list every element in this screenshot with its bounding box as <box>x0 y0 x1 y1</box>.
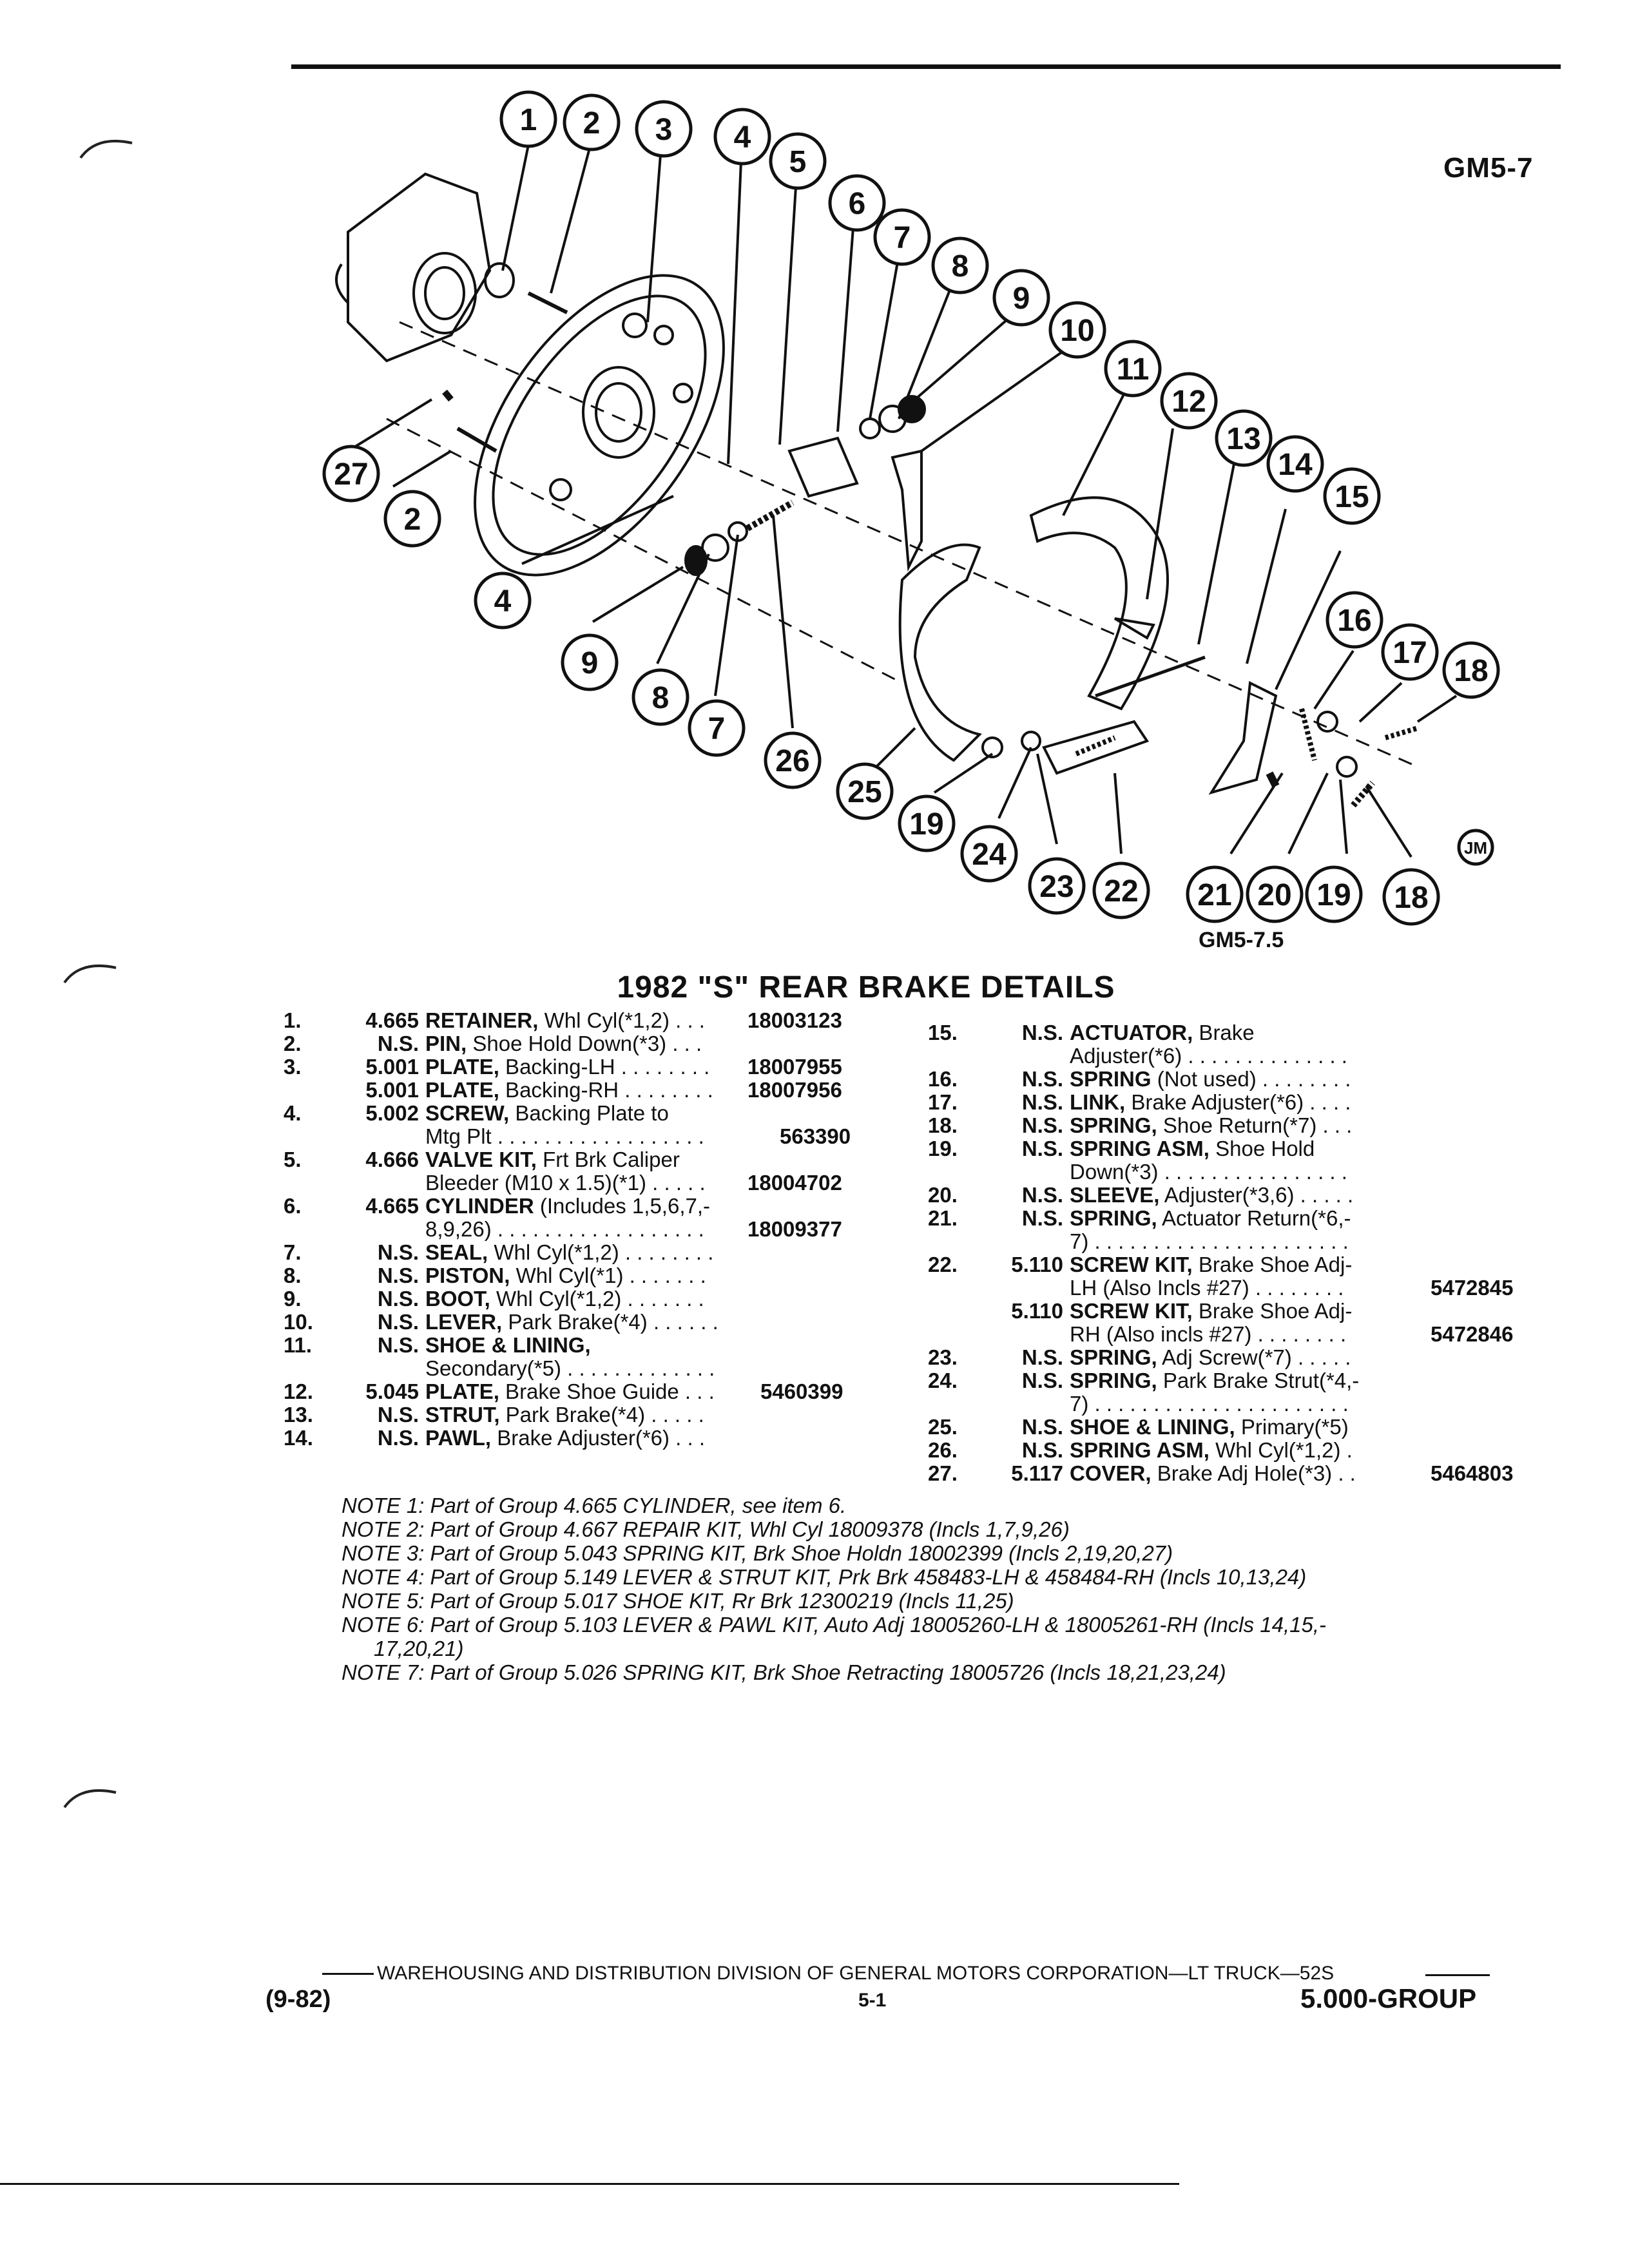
callout-label: 11 <box>1116 352 1150 387</box>
list-item: 24. N.S. SPRING, Park Brake Strut(*4,- <box>928 1369 1360 1392</box>
list-item: Down(*3) . . . . . . . . . . . . . . . . <box>1070 1160 1347 1184</box>
note-6-continued: 17,20,21) <box>374 1637 464 1660</box>
list-item: 8. N.S. PISTON, Whl Cyl(*1) . . . . . . . <box>284 1264 706 1287</box>
list-item: 25. N.S. SHOE & LINING, Primary(*5) <box>928 1415 1349 1439</box>
callout-label: 18 <box>1454 654 1489 688</box>
note-1: NOTE 1: Part of Group 4.665 CYLINDER, see item 6. <box>342 1494 847 1517</box>
callout-label: 24 <box>972 838 1007 872</box>
callout-label: 12 <box>1171 385 1206 419</box>
callout-label: 26 <box>775 744 810 778</box>
callout-label: 19 <box>1316 878 1351 912</box>
list-item: 8,9,26) . . . . . . . . . . . . . . . . . . 18009377 <box>425 1217 842 1241</box>
list-item: 15. N.S. ACTUATOR, Brake <box>928 1021 1255 1044</box>
callout-circles <box>324 92 1498 924</box>
list-item: LH (Also Incls #27) . . . . . . . . 5472845 <box>1070 1276 1514 1300</box>
callout-label: 9 <box>581 646 599 680</box>
callout-label: 8 <box>951 249 969 284</box>
list-item: 5.110 SCREW KIT, Brake Shoe Adj- <box>1011 1299 1353 1323</box>
artist-mark: JM <box>1463 838 1488 858</box>
callout-label: 21 <box>1197 878 1232 912</box>
note-4: NOTE 4: Part of Group 5.149 LEVER & STRUT KIT, Prk Brk 458483-LH & 458484-RH (Incls 10,13,24) <box>342 1565 1307 1589</box>
wheel-cylinder <box>789 438 857 496</box>
notes <box>342 1494 1326 1684</box>
callout-label: 20 <box>1257 878 1292 912</box>
callout-label: 13 <box>1226 422 1261 456</box>
callout-label: 3 <box>655 113 673 147</box>
list-item: Mtg Plt . . . . . . . . . . . . . . . . . . 563390 <box>425 1124 851 1148</box>
callout-label: 18 <box>1394 881 1429 915</box>
list-item: 5.001 PLATE, Backing-RH . . . . . . . . 18007956 <box>365 1078 842 1102</box>
primary-shoe <box>900 545 979 760</box>
callout-label: 4 <box>733 120 751 155</box>
page-number: 5-1 <box>858 1990 887 2011</box>
callout-label: 4 <box>494 584 512 619</box>
parts-list-right <box>928 1021 1547 1485</box>
list-item: 3. 5.001 PLATE, Backing-LH . . . . . . . . 18007955 <box>284 1055 842 1079</box>
list-item: 11. N.S. SHOE & LINING, <box>284 1333 591 1357</box>
callout-label: 2 <box>403 503 421 537</box>
list-item: Adjuster(*6) . . . . . . . . . . . . . . <box>1070 1044 1347 1068</box>
list-item: 27. 5.117 COVER, Brake Adj Hole(*3) . . 5464803 <box>928 1461 1514 1485</box>
group-number: 5.000-GROUP <box>1300 1983 1477 2013</box>
callout-label: 15 <box>1335 480 1369 514</box>
callout-label: 22 <box>1104 874 1139 908</box>
parts-list-left <box>284 1009 889 1450</box>
note-5: NOTE 5: Part of Group 5.017 SHOE KIT, Rr Brk 12300219 (Incls 11,25) <box>342 1589 1014 1613</box>
page-code: GM5-7 <box>1443 152 1534 184</box>
footer-rule-left <box>322 1973 374 1975</box>
list-item: 21. N.S. SPRING, Actuator Return(*6,- <box>928 1206 1351 1230</box>
callout-label: 8 <box>651 681 670 715</box>
list-item: 12. 5.045 PLATE, Brake Shoe Guide . . . 5460399 <box>284 1379 843 1403</box>
note-2: NOTE 2: Part of Group 4.667 REPAIR KIT, Whl Cyl 18009378 (Incls 1,7,9,26) <box>342 1517 1070 1541</box>
margin-mark <box>61 1778 119 1817</box>
list-item: 14. N.S. PAWL, Brake Adjuster(*6) . . . <box>284 1426 706 1450</box>
note-7: NOTE 7: Part of Group 5.026 SPRING KIT, Brk Shoe Retracting 18005726 (Incls 18,21,23,24) <box>342 1660 1226 1684</box>
callout-label: 6 <box>848 187 866 221</box>
list-item: 4. 5.002 SCREW, Backing Plate to <box>284 1101 669 1125</box>
list-item: 18. N.S. SPRING, Shoe Return(*7) . . . <box>928 1113 1353 1137</box>
callout-label: 17 <box>1393 636 1427 670</box>
callout-label: 14 <box>1278 448 1313 482</box>
list-item: 7) . . . . . . . . . . . . . . . . . . . . . . <box>1070 1229 1349 1253</box>
list-item: 20. N.S. SLEEVE, Adjuster(*3,6) . . . . . <box>928 1183 1354 1207</box>
callout-label: 10 <box>1060 314 1095 348</box>
footer-text: WAREHOUSING AND DISTRIBUTION DIVISION OF GENERAL MOTORS CORPORATION—LT TRUCK—52S <box>377 1963 1335 1984</box>
callout-label: 27 <box>334 457 369 492</box>
callout-label: 2 <box>583 106 601 140</box>
list-item: 7. N.S. SEAL, Whl Cyl(*1,2) . . . . . . . . <box>284 1240 714 1264</box>
list-item: 17. N.S. LINK, Brake Adjuster(*6) . . . . <box>928 1090 1351 1114</box>
list-item: 7) . . . . . . . . . . . . . . . . . . . . . . <box>1070 1392 1349 1416</box>
callout-label: 7 <box>708 712 726 746</box>
brake-exploded-diagram <box>0 0 1629 966</box>
callout-label: 16 <box>1337 604 1372 638</box>
footer-rule-right <box>1425 1974 1490 1976</box>
list-item: 13. N.S. STRUT, Park Brake(*4) . . . . . <box>284 1403 704 1427</box>
revision-date: (9-82) <box>265 1986 331 2013</box>
callout-label: 1 <box>519 103 537 137</box>
list-item: 19. N.S. SPRING ASM, Shoe Hold <box>928 1137 1315 1160</box>
list-item: 2. N.S. PIN, Shoe Hold Down(*3) . . . <box>284 1032 702 1055</box>
callout-label: 5 <box>789 145 807 179</box>
list-item: Bleeder (M10 x 1.5)(*1) . . . . . 18004702 <box>425 1171 842 1195</box>
note-6: NOTE 6: Part of Group 5.103 LEVER & PAWL KIT, Auto Adj 18005260-LH & 18005261-RH (Incls 14,15,- <box>342 1613 1327 1637</box>
callout-label: 19 <box>909 807 944 841</box>
list-item: 10. N.S. LEVER, Park Brake(*4) . . . . . . <box>284 1310 718 1334</box>
list-item: 26. N.S. SPRING ASM, Whl Cyl(*1,2) . <box>928 1438 1353 1462</box>
park-brake-lever <box>892 451 921 567</box>
list-item: 9. N.S. BOOT, Whl Cyl(*1,2) . . . . . . . <box>284 1287 704 1311</box>
callout-label: 25 <box>847 775 882 809</box>
bottom-rule <box>0 2183 1179 2185</box>
list-item: 22. 5.110 SCREW KIT, Brake Shoe Adj- <box>928 1253 1353 1276</box>
page-title: 1982 "S" REAR BRAKE DETAILS <box>617 970 1115 1004</box>
callout-label: 23 <box>1039 870 1074 904</box>
list-item: 23. N.S. SPRING, Adj Screw(*7) . . . . . <box>928 1345 1351 1369</box>
callout-label: 7 <box>893 221 911 255</box>
list-item: 16. N.S. SPRING (Not used) . . . . . . . . <box>928 1067 1351 1091</box>
note-3: NOTE 3: Part of Group 5.043 SPRING KIT, Brk Shoe Holdn 18002399 (Incls 2,19,20,27) <box>342 1541 1173 1565</box>
list-item: 5. 4.666 VALVE KIT, Frt Brk Caliper <box>284 1148 680 1171</box>
actuator <box>1211 683 1276 793</box>
list-item: 1. 4.665 RETAINER, Whl Cyl(*1,2) . . . 18003123 <box>284 1008 842 1032</box>
callout-label: 9 <box>1012 282 1030 316</box>
figure-code: GM5-7.5 <box>1199 928 1284 952</box>
list-item: RH (Also incls #27) . . . . . . . . 5472846 <box>1070 1322 1514 1346</box>
list-item: 6. 4.665 CYLINDER (Includes 1,5,6,7,- <box>284 1194 711 1218</box>
list-item: Secondary(*5) . . . . . . . . . . . . . <box>425 1356 715 1380</box>
